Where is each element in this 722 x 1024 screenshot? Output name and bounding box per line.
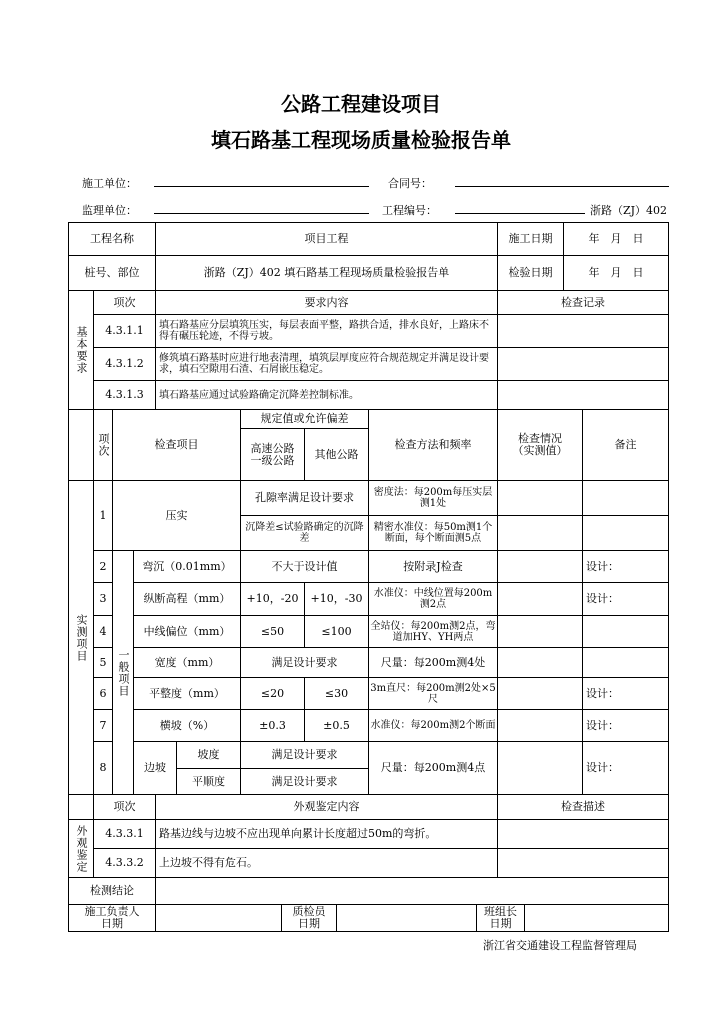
measured-row-highway: ±0.3 (240, 709, 305, 742)
measured-row-item: 横坡（%） (133, 709, 241, 742)
appearance-col-record: 检查描述 (497, 794, 669, 820)
measured-col-other: 其他公路 (304, 428, 369, 481)
measured-row-result[interactable] (497, 582, 583, 616)
basic-col-content: 要求内容 (155, 290, 498, 315)
measured-row-result[interactable] (497, 515, 583, 551)
measured-row-note: 设计： (582, 741, 669, 795)
measured-col-highway: 高速公路一级公路 (240, 428, 305, 481)
measured-row-result[interactable] (497, 480, 583, 516)
measured-row-result[interactable] (497, 615, 583, 648)
contractor-field[interactable] (154, 172, 369, 187)
basic-col-item: 项次 (93, 290, 156, 315)
measured-row-no: 7 (93, 709, 113, 742)
measured-row-other: ≤100 (304, 615, 369, 648)
supervisor-label: 监理单位： (82, 204, 137, 217)
appearance-row-record[interactable] (497, 848, 669, 878)
measured-row-method: 3m直尺：每200m测2处×5尺 (368, 677, 498, 710)
measured-row-highway: +10，-20 (240, 582, 305, 616)
signature-quality-inspector-field[interactable] (336, 904, 477, 932)
signature-contractor-head-date: 日期 (101, 917, 123, 930)
signature-team-leader-title: 班组长 (484, 905, 517, 918)
measured-row-note (582, 647, 669, 678)
measured-row-result[interactable] (497, 709, 583, 742)
measured-row-spec: 不大于设计值 (240, 550, 369, 583)
construction-date-label: 施工日期 (497, 222, 564, 256)
construction-date-value: 年 月 日 (563, 222, 669, 256)
issuer-footer: 浙江省交通建设工程监督管理局 (483, 939, 637, 952)
measured-row-result[interactable] (497, 741, 583, 795)
measured-row-method: 尺量：每200m测4处 (368, 647, 498, 678)
inspection-date-label: 检验日期 (497, 255, 564, 291)
basic-row-record[interactable] (497, 380, 669, 410)
measured-col-item: 项次 (93, 409, 113, 481)
signature-quality-inspector (281, 904, 337, 932)
basic-row-code: 4.3.1.1 (93, 314, 156, 348)
project-no-label: 工程编号： (382, 204, 437, 217)
basic-row-record[interactable] (497, 314, 669, 348)
measured-row-result[interactable] (497, 550, 583, 583)
measured-row-no: 2 (93, 550, 113, 583)
measured-col-result: 检查情况（实测值） (497, 409, 583, 481)
measured-row-note: 设计： (582, 582, 669, 616)
general-items-label: 一般项目 (112, 550, 134, 795)
measured-row-spec: 沉降差≤试验路确定的沉降差 (240, 515, 369, 551)
measured-row-method: 精密水准仪：每50m测1个断面，每个断面测5点 (368, 515, 498, 551)
measured-row-method: 尺量：每200m测4点 (368, 741, 498, 795)
conclusion-label: 检测结论 (68, 877, 156, 905)
measured-row-spec: 满足设计要求 (240, 741, 369, 769)
measured-col-check: 检查项目 (112, 409, 241, 481)
signature-quality-inspector-title: 质检员 (292, 905, 326, 918)
appearance-header-blank (68, 794, 94, 820)
signature-contractor-head (68, 904, 156, 932)
basic-row-text: 修筑填石路基时应进行地表清理，填筑层厚度应符合规范规定并满足设计要求，填石空隙用石渣、石屑嵌压稳定。 (155, 347, 498, 381)
measured-row-method: 水准仪：每200m测2个断面 (368, 709, 498, 742)
measured-row-note: 设计： (582, 677, 669, 710)
appearance-row-code: 4.3.3.2 (93, 848, 156, 878)
measured-row-spec: 满足设计要求 (240, 647, 369, 678)
measured-row-item: 边坡 (133, 741, 177, 795)
measured-row-no: 6 (93, 677, 113, 710)
measured-row-other: ±0.5 (304, 709, 369, 742)
measured-header-blank (68, 409, 94, 481)
inspection-date-value: 年 月 日 (563, 255, 669, 291)
measured-row-other: ≤30 (304, 677, 369, 710)
appearance-row-code: 4.3.3.1 (93, 819, 156, 849)
measured-row-method: 全站仪：每200m测2点，弯道加HY、YH两点 (368, 615, 498, 648)
contract-no-label: 合同号： (388, 177, 432, 190)
conclusion-field[interactable] (155, 877, 669, 905)
appearance-section-label: 外观鉴定 (68, 819, 94, 878)
measured-row-no: 4 (93, 615, 113, 648)
measured-row-item: 纵断高程（mm） (133, 582, 241, 616)
measured-row-note (582, 515, 669, 551)
measured-row-note: 设计： (582, 709, 669, 742)
form-code: 浙路（ZJ）402 (590, 204, 668, 217)
appearance-row-record[interactable] (497, 819, 669, 849)
contractor-label: 施工单位： (82, 177, 137, 190)
supervisor-field[interactable] (154, 199, 369, 214)
project-name-label: 工程名称 (68, 222, 156, 256)
measured-row-no: 1 (93, 480, 113, 551)
measured-row-item: 弯沉（0.01mm） (133, 550, 241, 583)
station-label: 桩号、部位 (68, 255, 156, 291)
signature-team-leader-field[interactable] (524, 904, 669, 932)
measured-col-method: 检查方法和频率 (368, 409, 498, 481)
contract-no-field[interactable] (455, 172, 669, 187)
measured-row-no: 8 (93, 741, 113, 795)
signature-team-leader (476, 904, 525, 932)
measured-row-highway: ≤50 (240, 615, 305, 648)
measured-row-result[interactable] (497, 647, 583, 678)
basic-row-text: 填石路基应分层填筑压实，每层表面平整，路拱合适，排水良好，上路床不得有碾压轮迹，不得亏坡。 (155, 314, 498, 348)
basic-requirements-section-label: 基本要求 (68, 290, 94, 410)
title-line-1: 公路工程建设项目 (281, 92, 441, 116)
station-value: 浙路（ZJ）402 填石路基工程现场质量检验报告单 (155, 255, 498, 291)
slope-sub-gradient: 坡度 (176, 741, 241, 769)
measured-row-item: 宽度（mm） (133, 647, 241, 678)
basic-row-code: 4.3.1.2 (93, 347, 156, 381)
measured-row-result[interactable] (497, 677, 583, 710)
basic-col-record: 检查记录 (497, 290, 669, 315)
measured-row-item: 平整度（mm） (133, 677, 241, 710)
measured-col-note: 备注 (582, 409, 669, 481)
appearance-col-content: 外观鉴定内容 (155, 794, 498, 820)
measured-row-note (582, 480, 669, 516)
measured-row-other: +10，-30 (304, 582, 369, 616)
basic-row-record[interactable] (497, 347, 669, 381)
measured-col-spec: 规定值或允许偏差 (240, 409, 369, 429)
signature-contractor-head-title: 施工负责人 (84, 905, 140, 918)
project-no-field[interactable] (455, 199, 585, 214)
measured-row-item: 中线偏位（mm） (133, 615, 241, 648)
measured-row-method: 按附录J检查 (368, 550, 498, 583)
basic-row-code: 4.3.1.3 (93, 380, 156, 410)
measured-row-method: 水准仪：中线位置每200m测2点 (368, 582, 498, 616)
measured-row-highway: ≤20 (240, 677, 305, 710)
signature-quality-inspector-date: 日期 (298, 917, 320, 930)
appearance-row-text: 路基边线与边坡不应出现单向累计长度超过50m的弯折。 (155, 819, 498, 849)
measured-row-no: 5 (93, 647, 113, 678)
measured-row-spec: 孔隙率满足设计要求 (240, 480, 369, 516)
title-line-2: 填石路基工程现场质量检验报告单 (211, 128, 511, 152)
measured-row-spec: 满足设计要求 (240, 768, 369, 795)
signature-team-leader-date: 日期 (489, 917, 512, 930)
slope-sub-smoothness: 平顺度 (176, 768, 241, 795)
basic-row-text: 填石路基应通过试验路确定沉降差控制标准。 (155, 380, 498, 410)
compaction-label: 压实 (112, 480, 241, 551)
measured-section-label: 实测项目 (68, 480, 94, 795)
signature-contractor-head-field[interactable] (155, 904, 282, 932)
measured-row-no: 3 (93, 582, 113, 616)
appearance-row-text: 上边坡不得有危石。 (155, 848, 498, 878)
measured-row-method: 密度法：每200m每压实层测1处 (368, 480, 498, 516)
measured-row-note (582, 615, 669, 648)
appearance-col-item: 项次 (93, 794, 156, 820)
measured-row-note: 设计： (582, 550, 669, 583)
project-name-value: 项目工程 (155, 222, 498, 256)
